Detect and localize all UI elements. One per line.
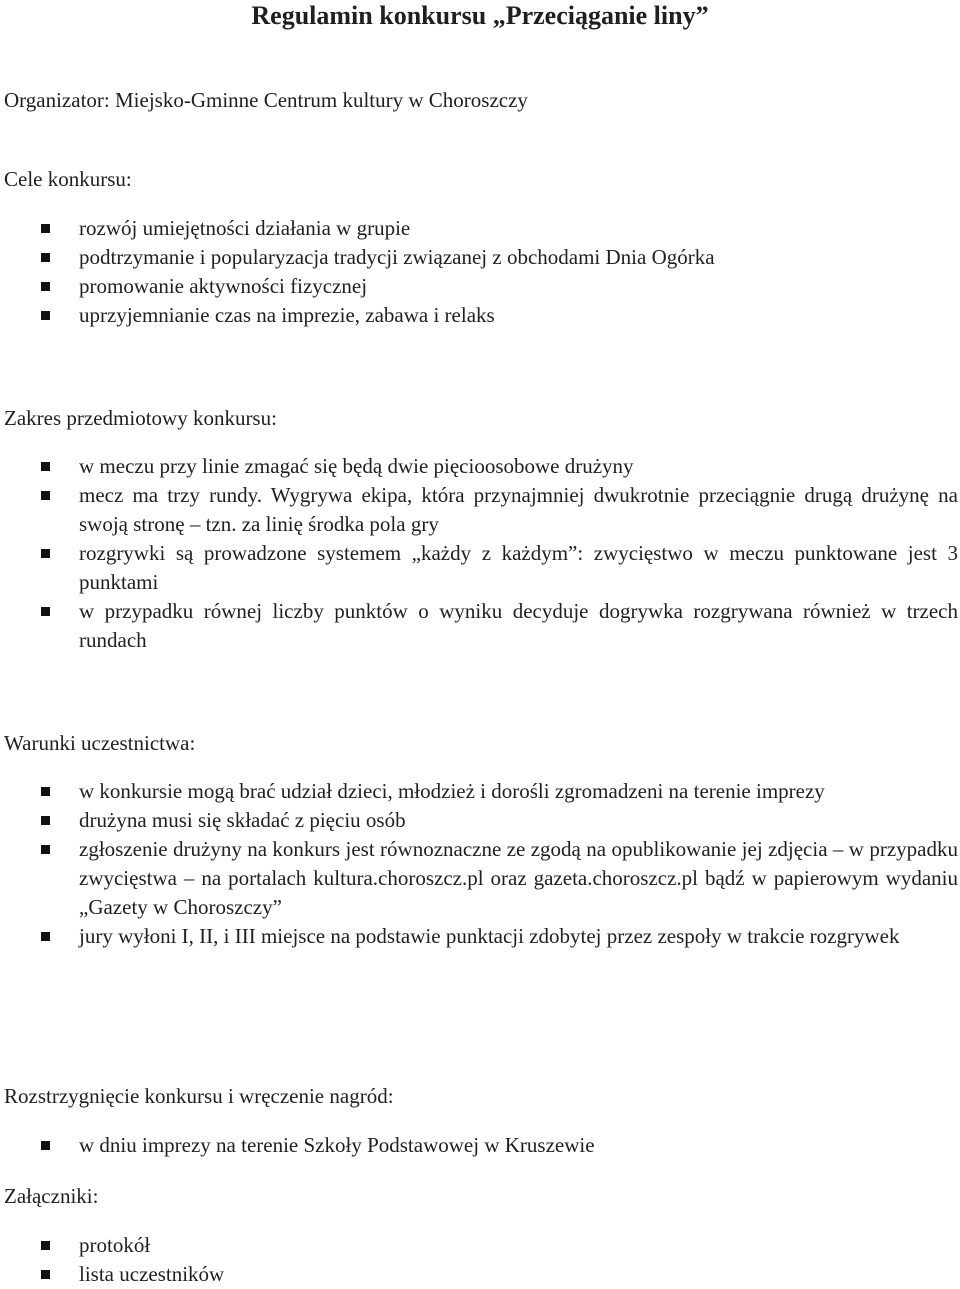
square-bullet-icon [41, 253, 50, 262]
list-item [0, 777, 958, 806]
square-bullet-icon [41, 932, 50, 941]
square-bullet-icon [41, 787, 50, 796]
list-item [0, 539, 958, 597]
list-item-text: mecz ma trzy rundy. Wygrywa ekipa, która przynajmniej dwukrotnie przeciągnie drugą drużynę na swoją stronę – tzn. za linię środka pola gry [79, 483, 958, 536]
list-item [0, 1231, 958, 1260]
section-heading-scope: Zakres przedmiotowy konkursu: [4, 406, 277, 430]
organizer-line: Organizator: Miejsko-Gminne Centrum kultury w Choroszczy [4, 88, 528, 112]
square-bullet-icon [41, 1241, 50, 1250]
square-bullet-icon [41, 845, 50, 854]
list-item [0, 452, 958, 481]
section-heading-awards: Rozstrzygnięcie konkursu i wręczenie nagród: [4, 1084, 394, 1108]
list-item [0, 922, 958, 951]
list-item-text: jury wyłoni I, II, i III miejsce na podstawie punktacji zdobytej przez zespoły w trakcie rozgrywek [79, 924, 900, 948]
list-item [0, 835, 958, 922]
square-bullet-icon [41, 491, 50, 500]
list-item [0, 481, 958, 539]
section-heading-conditions: Warunki uczestnictwa: [4, 731, 196, 755]
list-item [0, 214, 958, 243]
list-item-text: promowanie aktywności fizycznej [79, 274, 368, 298]
goals-list [0, 214, 958, 330]
list-item [0, 1260, 958, 1289]
list-item [0, 1131, 958, 1160]
square-bullet-icon [41, 1270, 50, 1279]
list-item [0, 597, 958, 655]
square-bullet-icon [41, 1141, 50, 1150]
list-item [0, 301, 958, 330]
list-item-text: w konkursie mogą brać udział dzieci, młodzież i dorośli zgromadzeni na terenie imprezy [79, 779, 825, 803]
list-item [0, 243, 958, 272]
square-bullet-icon [41, 549, 50, 558]
section-heading-goals: Cele konkursu: [4, 167, 132, 191]
square-bullet-icon [41, 282, 50, 291]
list-item-text: rozwój umiejętności działania w grupie [79, 216, 411, 240]
list-item-text: lista uczestników [79, 1262, 225, 1286]
list-item-text: uprzyjemnianie czas na imprezie, zabawa i relaks [79, 303, 495, 327]
square-bullet-icon [41, 224, 50, 233]
list-item-text: w meczu przy linie zmagać się będą dwie pięcioosobowe drużyny [79, 454, 634, 478]
square-bullet-icon [41, 462, 50, 471]
list-item [0, 806, 958, 835]
section-heading-attachments: Załączniki: [4, 1184, 99, 1208]
list-item-text: rozgrywki są prowadzone systemem „każdy z każdym”: zwycięstwo w meczu punktowane jest 3 punktami [79, 541, 958, 594]
scope-list [0, 452, 958, 655]
list-item-text: drużyna musi się składać z pięciu osób [79, 808, 406, 832]
list-item-text: podtrzymanie i popularyzacja tradycji związanej z obchodami Dnia Ogórka [79, 245, 715, 269]
awards-list [0, 1131, 958, 1160]
list-item-text: zgłoszenie drużyny na konkurs jest równoznaczne ze zgodą na opublikowanie jej zdjęcia – w przypadku zwycięstwa – na portalach kultura.choroszcz.pl oraz gazeta.choroszcz.pl bądź w papierowym wydaniu „Gazety w Choroszczy” [79, 837, 958, 919]
list-item [0, 272, 958, 301]
conditions-list [0, 777, 958, 951]
list-item-text: protokół [79, 1233, 151, 1257]
list-item-text: w przypadku równej liczby punktów o wyniku decyduje dogrywka rozgrywana również w trzech rundach [79, 599, 958, 652]
square-bullet-icon [41, 607, 50, 616]
square-bullet-icon [41, 816, 50, 825]
list-item-text: w dniu imprezy na terenie Szkoły Podstawowej w Kruszewie [79, 1133, 595, 1157]
attachments-list [0, 1231, 958, 1289]
square-bullet-icon [41, 311, 50, 320]
document-title: Regulamin konkursu „Przeciąganie liny” [251, 1, 709, 30]
